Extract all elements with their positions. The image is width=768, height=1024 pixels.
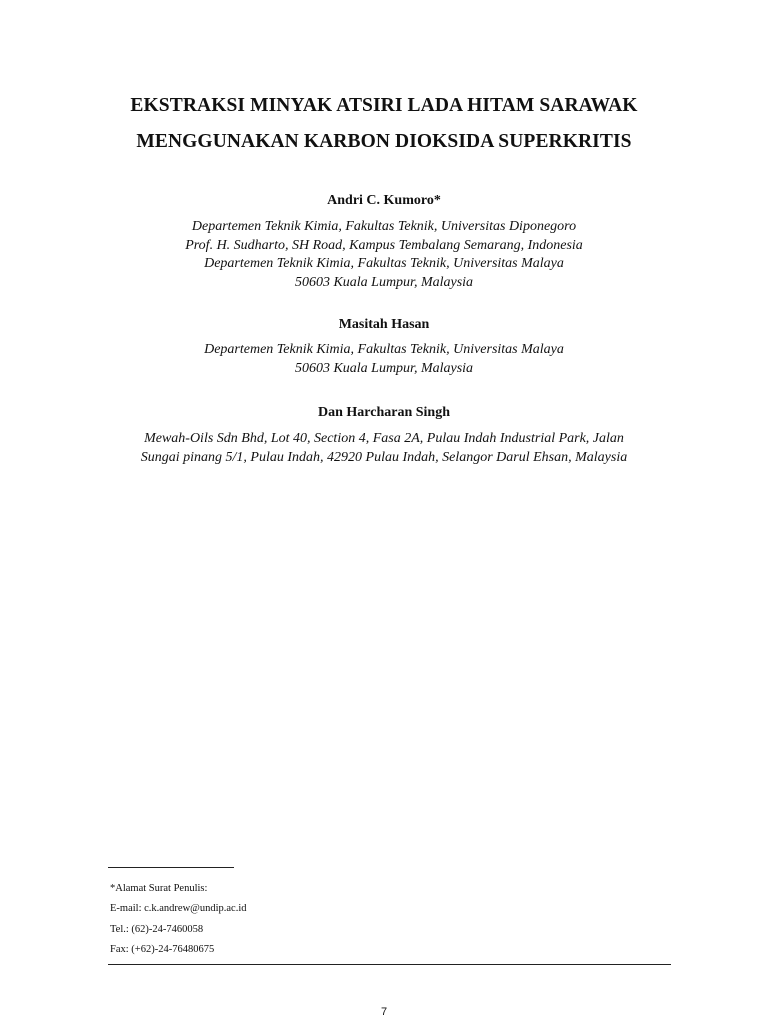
affiliation-line: Departemen Teknik Kimia, Fakultas Teknik, Universitas Diponegoro <box>191 219 577 234</box>
page-number: 7 <box>380 1006 388 1018</box>
author-name: Andri C. Kumoro* <box>327 193 441 208</box>
footnote-heading: *Alamat Surat Penulis: <box>110 883 208 894</box>
footnote-fax: Fax: (+62)-24-76480675 <box>110 943 215 955</box>
affiliation-line: Mewah-Oils Sdn Bhd, Lot 40, Section 4, Fasa 2A, Pulau Indah Industrial Park, Jalan <box>144 431 624 446</box>
author-name: Dan Harcharan Singh <box>318 405 450 420</box>
footnote-email: E-mail: c.k.andrew@undip.ac.id <box>110 903 247 915</box>
paper-title-line-1: EKSTRAKSI MINYAK ATSIRI LADA HITAM SARAWAK <box>130 95 638 116</box>
footnote-divider <box>108 867 234 868</box>
affiliation-line: Sungai pinang 5/1, Pulau Indah, 42920 Pulau Indah, Selangor Darul Ehsan, Malaysia <box>140 449 628 465</box>
footnote-block <box>110 879 247 960</box>
author-affiliation <box>0 218 768 292</box>
affiliation-line: 50603 Kuala Lumpur, Malaysia <box>294 360 474 376</box>
affiliation-line: Departemen Teknik Kimia, Fakultas Teknik, Universitas Malaya <box>204 342 564 357</box>
author-name: Masitah Hasan <box>338 317 430 332</box>
affiliation-line: 50603 Kuala Lumpur, Malaysia <box>294 274 474 290</box>
footnote-tel: Tel.: (62)-24-7460058 <box>110 923 204 935</box>
author-affiliation <box>0 341 768 378</box>
page-bottom-divider <box>108 964 671 965</box>
paper-title-line-2: MENGGUNAKAN KARBON DIOKSIDA SUPERKRITIS <box>136 131 632 152</box>
author-affiliation <box>0 430 768 467</box>
affiliation-line: Departemen Teknik Kimia, Fakultas Teknik, Universitas Malaya <box>204 256 564 271</box>
affiliation-line: Prof. H. Sudharto, SH Road, Kampus Tembalang Semarang, Indonesia <box>185 237 583 253</box>
